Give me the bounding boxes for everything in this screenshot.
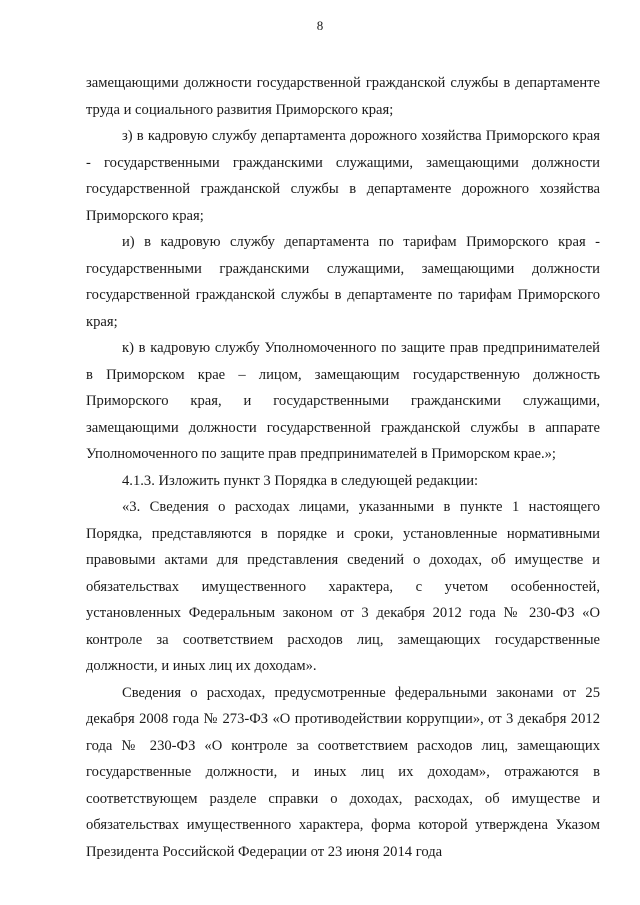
paragraph-7: Сведения о расходах, предусмотренные федеральными законами от 25 декабря 2008 года № 273-ФЗ «О противодействии коррупции», от 3 декабря 2012 года № 230-ФЗ «О контроле за соответствием расходов лиц, замещающих государственные должности, и иных лиц их доходам», отражаются в соответствующем разделе справки о доходах, расходах, об имуществе и обязательствах имущественного характера, форма которой утверждена Указом Президента Российской Федерации от 23 июня 2014 года — [86, 684, 600, 860]
paragraph-4: к) в кадровую службу Уполномоченного по защите прав предпринимателей в Приморском крае – лицом, замещающим государственную должность Приморского края, и государственными гражданскими служащими, замещающими должности государственной гражданской службы в аппарате Уполномоченного по защите прав предпринимателей в Приморском крае.»; — [86, 340, 600, 462]
paragraph-1: замещающими должности государственной гражданской службы в департаменте труда и социального развития Приморского края; — [86, 75, 600, 118]
paragraph-2: з) в кадровую службу департамента дорожного хозяйства Приморского края - государственными гражданскими служащими, замещающими должности государственной гражданской службы в департаменте дорожного хозяйства Приморского края; — [86, 128, 600, 224]
page-number: 8 — [316, 18, 324, 33]
document-body — [86, 70, 600, 865]
paragraph-6: «3. Сведения о расходах лицами, указанными в пункте 1 настоящего Порядка, представляются в порядке и сроки, установленные нормативными правовыми актами для представления сведений о доходах, об имуществе и обязательствах имущественного характера, с учетом особенностей, установленных Федеральным законом от 3 декабря 2012 года № 230-ФЗ «О контроле за соответствием расходов лиц, замещающих государственные должности, и иных лиц их доходам». — [86, 499, 600, 674]
paragraph-3: и) в кадровую службу департамента по тарифам Приморского края - государственными гражданскими служащими, замещающими должности государственной гражданской службы в департаменте по тарифам Приморского края; — [86, 234, 600, 330]
paragraph-5: 4.1.3. Изложить пункт 3 Порядка в следующей редакции: — [122, 472, 479, 489]
